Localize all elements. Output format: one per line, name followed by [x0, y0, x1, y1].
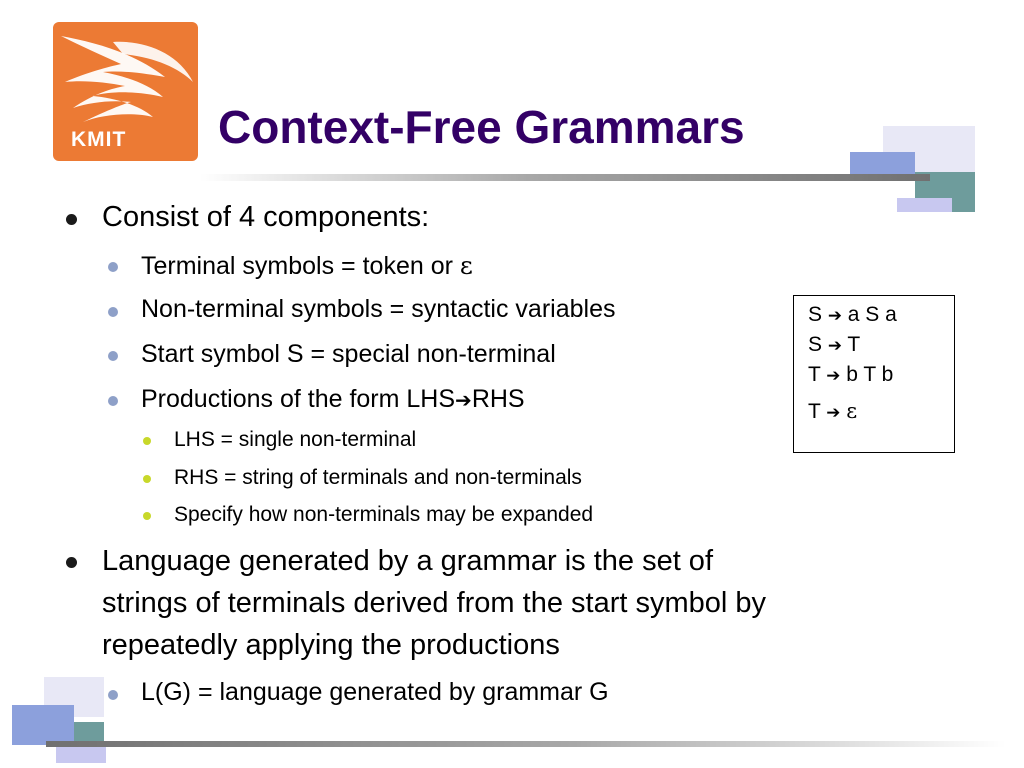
bullet-lg-definition: L(G) = language generated by grammar G [141, 678, 609, 706]
production-rule [808, 396, 954, 427]
production-rule [808, 300, 954, 330]
arrow-icon: ➔ [826, 365, 841, 385]
bullet-lhs: LHS = single non-terminal [174, 428, 417, 451]
production-lhs: T [808, 400, 821, 423]
bullet-dot [143, 437, 151, 445]
slide-title: Context-Free Grammars [218, 101, 745, 153]
bullet-dot [66, 557, 77, 568]
language-line-1: Language generated by a grammar is the set of [102, 545, 713, 577]
logo-text: KMIT [71, 128, 127, 151]
language-line-3: repeatedly applying the productions [102, 629, 560, 661]
bullet-dot [108, 690, 118, 700]
production-lhs: S [808, 303, 823, 326]
bullet-components: Consist of 4 components: [102, 201, 430, 233]
epsilon-symbol: ε [459, 251, 473, 280]
bullet-terminal-symbols [141, 251, 473, 281]
production-rhs: ε [846, 399, 858, 423]
arrow-icon: ➔ [826, 402, 841, 422]
arrow-icon: ➔ [827, 335, 842, 355]
production-lhs: S [808, 333, 823, 356]
grammar-example-box [793, 295, 955, 453]
arrow-icon: ➔ [827, 305, 842, 325]
production-rhs: T [847, 333, 861, 356]
bullet-dot [66, 214, 77, 225]
bullet-dot [108, 262, 118, 272]
bullet-rhs: RHS = string of terminals and non-terminals [174, 466, 582, 489]
productions-text-rhs: RHS [471, 385, 525, 413]
bullet-start-symbol: Start symbol S = special non-terminal [141, 340, 556, 368]
language-line-2: strings of terminals derived from the start symbol by [102, 587, 767, 619]
production-lhs: T [808, 363, 821, 386]
bullet-terminal-text: Terminal symbols = token or [141, 252, 460, 280]
bullet-dot [108, 396, 118, 406]
production-rule [808, 330, 954, 360]
bullet-dot [108, 307, 118, 317]
production-rhs: a S a [847, 303, 897, 326]
bullet-dot [108, 351, 118, 361]
bullet-nonterminal-symbols: Non-terminal symbols = syntactic variables [141, 295, 616, 323]
bullet-language-generated [102, 540, 766, 666]
productions-text-lhs: Productions of the form LHS [141, 385, 456, 413]
bullet-productions [141, 385, 525, 414]
production-rhs: b T b [846, 363, 894, 386]
bullet-dot [143, 512, 151, 520]
production-rule [808, 360, 954, 390]
bullet-expansion: Specify how non-terminals may be expanded [174, 503, 594, 526]
arrow-icon: ➔ [455, 388, 472, 412]
bullet-dot [143, 475, 151, 483]
